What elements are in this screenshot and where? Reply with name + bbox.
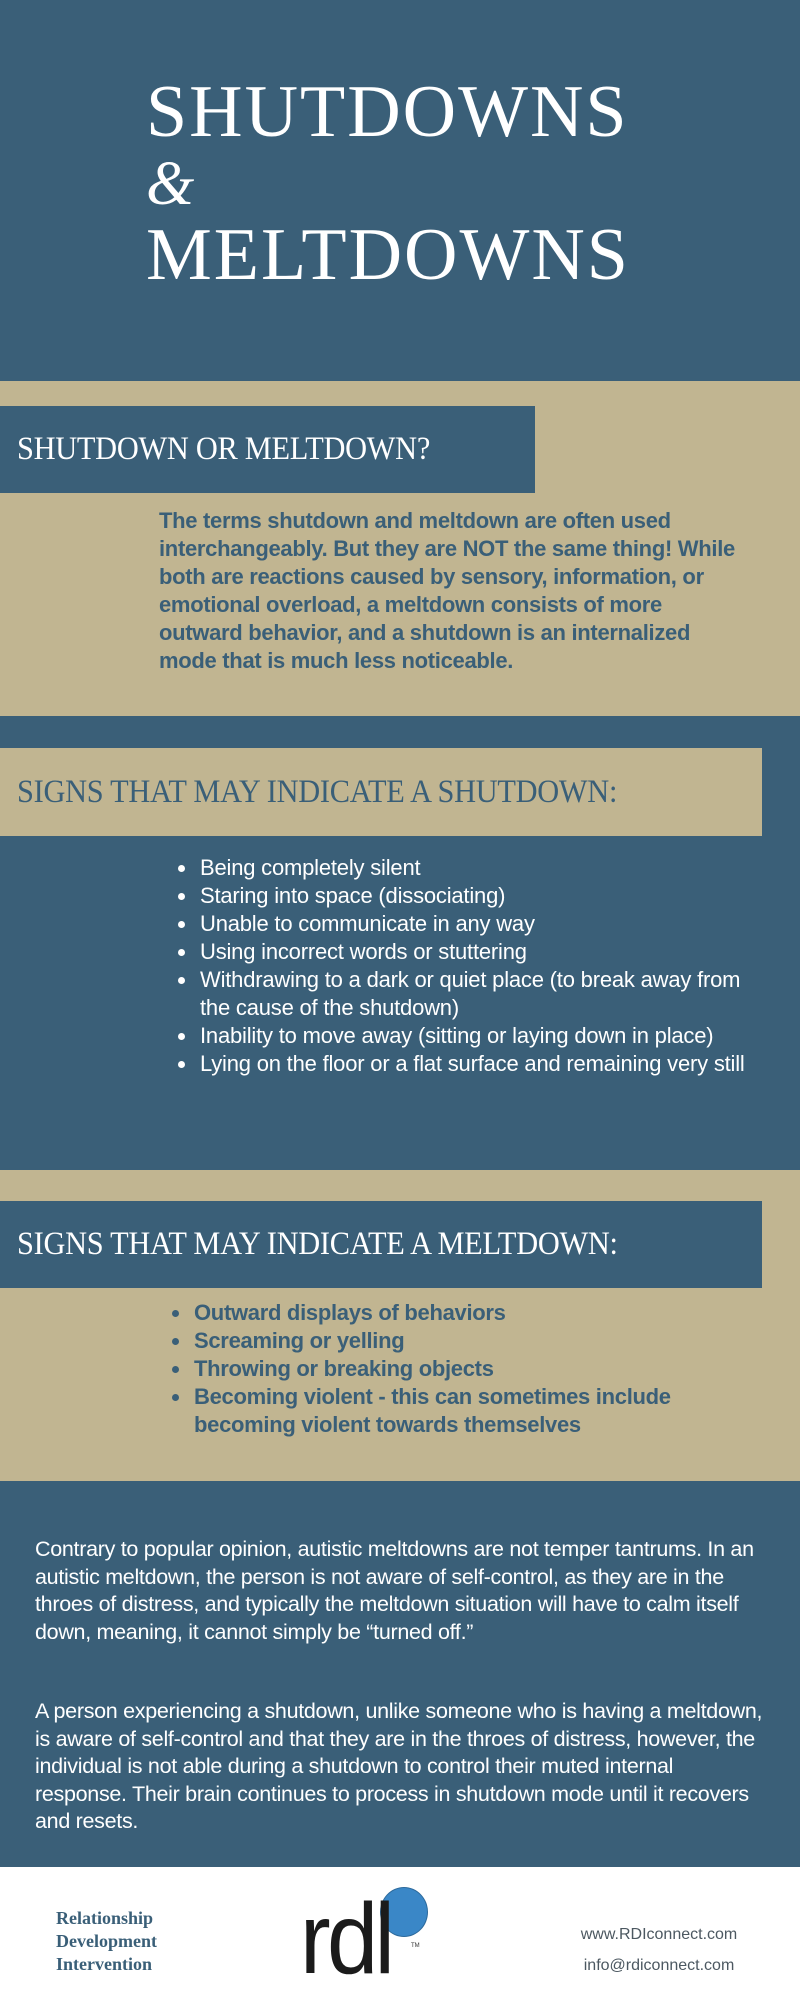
title-ampersand: &: [146, 150, 195, 218]
list-item: Lying on the floor or a flat surface and remaining very still: [200, 1050, 760, 1078]
meltdown-signs-list: [194, 1299, 714, 1439]
intro-paragraph: The terms shutdown and meltdown are often used interchangeably. But they are NOT the same thing! While both are reactions caused by sensory, information, or emotional overload, a meltdown consists of more outward behavior, and a shutdown is an internalized mode that is much less noticeable.: [159, 508, 735, 673]
rdi-logo: [300, 1883, 430, 2002]
meltdown-signs-section: [0, 1170, 800, 1481]
bullet-icon: [178, 921, 185, 928]
list-item: Being completely silent: [200, 854, 760, 882]
explanation-paragraph-meltdown: Contrary to popular opinion, autistic meltdowns are not temper tantrums. In an autistic meltdown, the person is not aware of self-control, as they are in the throes of distress, and typically the meltdown situation will have to calm itself down, meaning, it cannot simply be “turned off.”: [35, 1537, 754, 1644]
title-line-shutdowns: SHUTDOWNS: [146, 71, 629, 153]
bullet-icon: [178, 949, 185, 956]
shutdown-heading-box: [0, 748, 762, 836]
explanation-section: [0, 1481, 800, 1867]
bullet-icon: [178, 865, 185, 872]
list-item: Screaming or yelling: [194, 1327, 714, 1355]
intro-heading: SHUTDOWN OR MELTDOWN?: [17, 431, 431, 467]
shutdown-signs-section: [0, 716, 800, 1170]
hero-banner: [0, 0, 800, 381]
bullet-icon: [178, 1033, 185, 1040]
bullet-icon: [178, 893, 185, 900]
list-item: Using incorrect words or stuttering: [200, 938, 760, 966]
contact-info: [574, 1919, 744, 1981]
intro-heading-box: [0, 406, 535, 493]
bullet-icon: [172, 1310, 179, 1317]
bullet-icon: [172, 1338, 179, 1345]
bullet-icon: [178, 977, 185, 984]
meltdown-heading-box: [0, 1201, 762, 1288]
logo-text: rdl: [300, 1883, 392, 1995]
intro-section: [0, 381, 800, 716]
trademark-mark: TM: [411, 1943, 420, 1949]
bullet-icon: [172, 1366, 179, 1373]
list-item: Inability to move away (sitting or laying down in place): [200, 1022, 760, 1050]
list-item: Unable to communicate in any way: [200, 910, 760, 938]
list-item: Becoming violent - this can sometimes include becoming violent towards themselves: [194, 1383, 714, 1439]
list-item: Throwing or breaking objects: [194, 1355, 714, 1383]
meltdown-heading: SIGNS THAT MAY INDICATE A MELTDOWN:: [17, 1226, 618, 1262]
bullet-icon: [172, 1394, 179, 1401]
organization-name: Relationship Development Intervention: [56, 1908, 157, 1974]
explanation-paragraph-shutdown: A person experiencing a shutdown, unlike someone who is having a meltdown, is aware of self-control and that they are in the throes of distress, however, the individual is not able during a shutdown to control their muted internal response. Their brain continues to process in shutdown mode until it recovers and resets.: [35, 1699, 763, 1833]
website-link[interactable]: www.RDIconnect.com: [580, 1926, 738, 1943]
list-item: Staring into space (dissociating): [200, 882, 760, 910]
bullet-icon: [178, 1061, 185, 1068]
shutdown-signs-list: [200, 854, 760, 1078]
shutdown-heading: SIGNS THAT MAY INDICATE A SHUTDOWN:: [17, 773, 618, 810]
footer: [0, 1867, 800, 2000]
title-line-meltdowns: MELTDOWNS: [146, 214, 630, 296]
page-title: [146, 71, 630, 296]
list-item: Withdrawing to a dark or quiet place (to break away from the cause of the shutdown): [200, 966, 760, 1022]
list-item: Outward displays of behaviors: [194, 1299, 714, 1327]
email-link[interactable]: info@rdiconnect.com: [583, 1957, 735, 1974]
